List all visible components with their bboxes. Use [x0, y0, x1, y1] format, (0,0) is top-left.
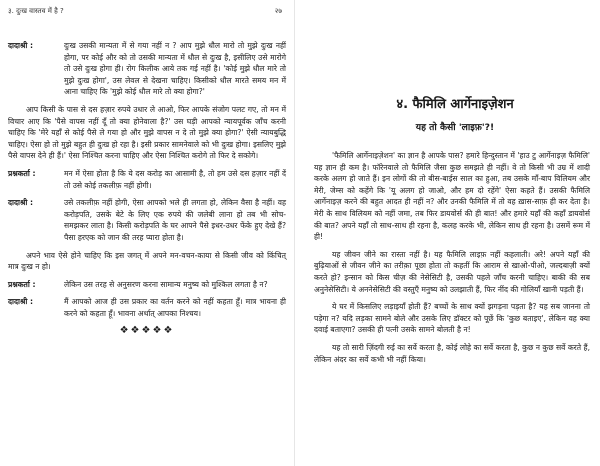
paragraph: ये घर में किसलिए लड़ाइयाँ होती हैं? बच्चों के साथ क्यों झगड़ना पड़ता है? यह सब जानना तो पड़ेगा न? यदि लड़का सामने बोले और उसके लिए डॉक्टर को पूछें कि 'कुछ बताइए', लेकिन वह क्या दवाई बताएगा? उसकी ही पत्नी उसके सामने बोलती है न!: [314, 302, 590, 335]
dialogue-text: मन में ऐसा होता है कि ये दस करोड़ का आसामी है, तो हम उसे दस हज़ार नहीं दें तो उसे कोई तकलीफ़ नहीं होगी।: [64, 168, 286, 190]
speaker-label: दादाश्री :: [8, 198, 34, 208]
paragraph: आप किसी के पास से दस हज़ार रुपये उधार ले आओ, फिर आपके संजोग पलट गए, तो मन में विचार आए कि 'पैसे वापस नहीं दूँ तो क्या होनेवाला है?' उस घड़ी आपको न्यायपूर्वक जाँच करनी चाहिए कि 'मेरे यहाँ से कोई पैसे ले गया हो और मुझे वापस न दे तो मुझे क्या होगा?' ऐसी न्यायबुद्धि चाहिए। ऐसा हो तो मुझे बहुत ही दुःख हो रहा है। इसी प्रकार सामनेवाले को भी दुःख होगा। इसलिए मुझे पैसे वापस देने ही हैं।' ऐसा निश्चित करना चाहिए और ऐसा निश्चित करोगे तो फिर दे सकोगे।: [8, 104, 286, 161]
running-head-title: ३. दुःख वास्तव में है ?: [8, 7, 64, 15]
dialogue-text: मैं आपको आज ही उस प्रकार का वर्तन करने को नहीं कहता हूँ। मात्र भावना ही करने को कहता हूँ। भावना अर्थात् आपका निश्चय।: [64, 297, 286, 318]
dialogue-text: उसे तकलीफ़ नहीं होगी, ऐसा आपको भले ही लगता हो, लेकिन वैसा है नहीं। वह करोड़पति, उसके बेटे के लिए एक रुपये की जलेबी लाना हो तब भी सोच-समझकर लाता है। किसी करोड़पति के घर आपने पैसे इधर-उधर फेंके हुए देखे हैं? पैसा हरएक को जान की तरह प्यारा होता है।: [64, 198, 286, 242]
dialogue-block: [8, 168, 286, 191]
page-gutter: [294, 0, 295, 466]
left-page-body: [8, 40, 286, 337]
section-subtitle: यह तो कैसी 'लाइफ़'?!: [415, 122, 495, 133]
dialogue-text: दुःख उसकी मान्यता में से गया नहीं न ? आप मुझे धौल मारो तो मुझे दुःख नहीं होगा, पर कोई और को तो उसकी मान्यता में धौल से दुःख है, इसीलिए उसे मारोगे तो उसे दुःख होगा ही। रोग किलीक आये तक गई नहीं है। 'कोई मुझे धौल मारे तो मुझे दुःख होगा', उस लेवल से देखना चाहिए। किसीको धौल मारते समय मन में आना चाहिए कि 'मुझे कोई धौल मारे तो क्या होगा?': [64, 41, 286, 97]
dialogue-block: [8, 197, 286, 243]
paragraph: यह तो सारी ज़िंदगी रुई का सर्वे करता है, कोई लोहे का सर्वे करता है, कुछ न कुछ सर्वे करते हैं, लेकिन अंदर का सर्वे कभी भी नहीं किया।: [314, 342, 590, 364]
dialogue-block: [8, 296, 286, 319]
chapter-title: ४. फैमिलि आर्गेनाइज़ेशन: [396, 97, 514, 112]
speaker-label: दादाश्री :: [8, 297, 34, 307]
speaker-label: दादाश्री :: [8, 41, 34, 50]
paragraph: अपने भाव ऐसे होने चाहिए कि इस जगत् में अपने मन-वचन-काया से किसी जीव को किंचित् मात्र दुःख न हो।: [8, 250, 286, 272]
paragraph: 'फैमिलि आर्गेनाइज़ेशन' का ज्ञान है आपके पास? हमारे हिन्दुस्तान में 'हाउ टु आर्गेनाइज़ फैमिलि' यह ज्ञान ही कम है। फॉरेनवाले तो फैमिलि जैसा कुछ समझते ही नहीं। वे तो किसी भी उम्र में शादी करके अलग हो जाते हैं। इन लोगों की तो बीस-बाईस साल का हुआ, तब उसके माँ-बाप विलियम और मेरी, जेम्स को कहेंगे कि 'यू अलग हो जाओ, और हम दो रहेंगे' ऐसा कहते हैं। उसकी फैमिलि आर्गेनाइज़ करने की बहुत आदत ही नहीं न? और उनकी फैमिलि में तो वह ख़ास-साफ़ ही कर देता है। मेरी के साथ विलियम को नहीं जमा, तब फिर डायवोर्स की ही बात! और हमारे यहाँ की कहाँ डायवोर्स की बात? अपने यहाँ तो साथ-साथ ही रहना है, कलह करके भी, लेकिन साथ ही रहना है। उसमें रूम में ही!: [314, 151, 590, 242]
page-number: २७: [274, 7, 282, 15]
left-page: [0, 0, 292, 466]
running-head: [8, 6, 282, 18]
speaker-label: प्रश्नकर्ता :: [8, 279, 36, 289]
dialogue-block: [8, 40, 286, 98]
dialogue-text: लेकिन उस तरह से अनुसरण करना सामान्य मनुष्य को मुश्किल लगता है न?: [64, 279, 268, 289]
section-end-ornament: ❖❖❖❖❖: [119, 325, 175, 337]
right-page: [300, 0, 600, 466]
right-page-body: [314, 150, 590, 371]
paragraph: यह जीवन जीने का रास्ता नहीं है। यह फैमिलि लाइफ़ नहीं कहलाती। अरे! अपने यहाँ की बुढ़ियाओं से जीवन जीने का तरीक़ा पूछा होता तो कहतीं कि आराम से खाओ-पीओ, जल्दबाज़ी क्यों करते हो? इन्सान को किस चीज़ की नेसेसिटी है, उसकी पहले जाँच करनी चाहिए। बाकी की सब अनुनेसेसिटी। ये अननेसेसिटी की वस्तुएँ मनुष्य को उलझाती हैं, फिर नींद की गोलियाँ खानी पड़ती हैं।: [314, 249, 590, 294]
chapter-heading: [320, 96, 590, 134]
dialogue-block: [8, 279, 286, 291]
speaker-label: प्रश्नकर्ता :: [8, 168, 36, 178]
